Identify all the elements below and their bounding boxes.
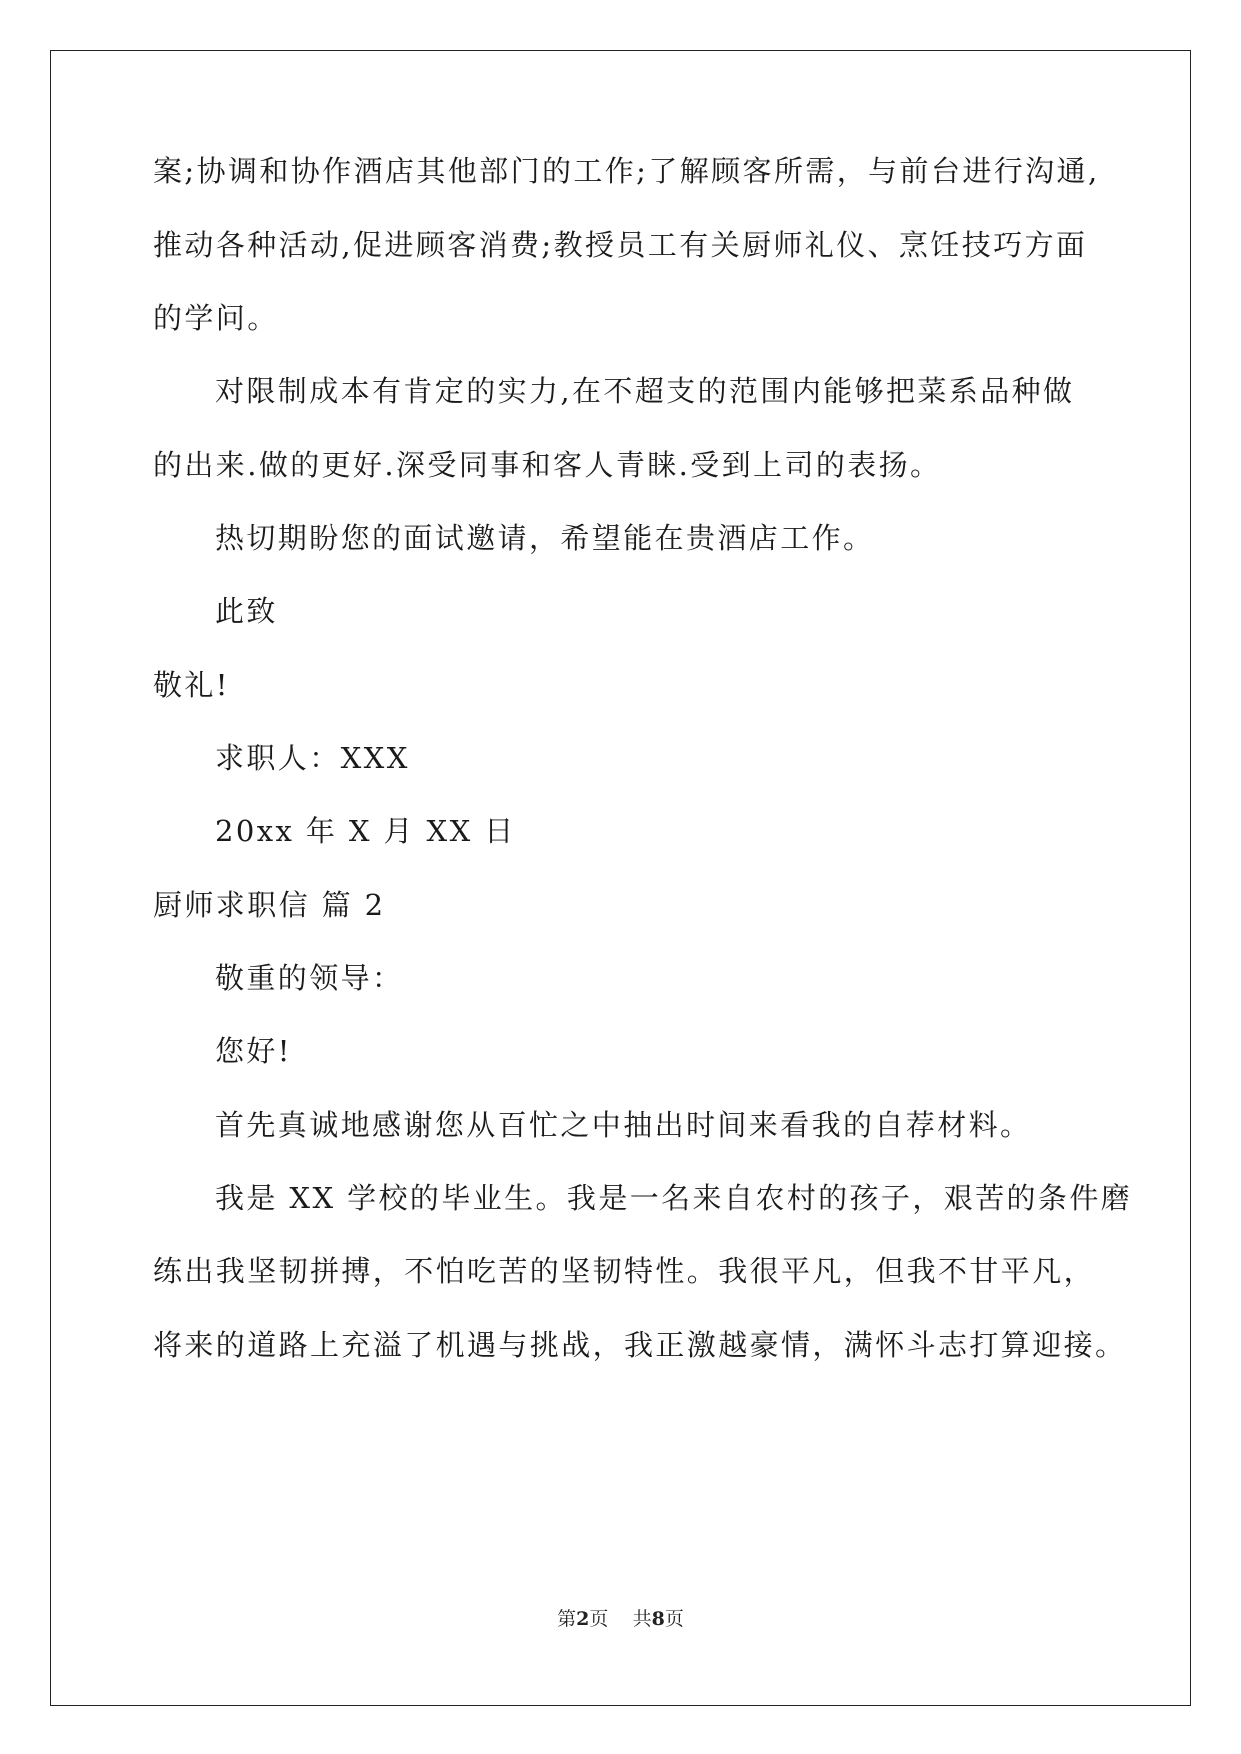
page-footer — [0, 1607, 1241, 1631]
section-heading: 厨师求职信 篇 2 — [153, 888, 386, 922]
body-line: 练出我坚韧拼搏，不怕吃苦的坚韧特性。我很平凡，但我不甘平凡， — [153, 1254, 1096, 1288]
footer-total-pages: 8 — [651, 1608, 665, 1630]
footer-total-suffix: 页 — [664, 1608, 684, 1630]
letter-date: 20xx 年 X 月 XX 日 — [215, 814, 516, 848]
body-line: 热切期盼您的面试邀请，希望能在贵酒店工作。 — [215, 521, 875, 555]
body-line: 推动各种活动,促进顾客消费;教授员工有关厨师礼仪、烹饪技巧方面 — [153, 228, 1088, 262]
body-line: 首先真诚地感谢您从百忙之中抽出时间来看我的自荐材料。 — [215, 1108, 1032, 1142]
footer-page-number: 2 — [576, 1608, 590, 1630]
closing-salutation: 此致 — [215, 594, 278, 628]
letter-hello: 您好! — [215, 1034, 292, 1068]
footer-page-suffix: 页 — [589, 1608, 609, 1630]
body-line: 案;协调和协作酒店其他部门的工作;了解顾客所需，与前台进行沟通, — [153, 154, 1100, 188]
body-line: 的学问。 — [153, 301, 279, 335]
body-line: 将来的道路上充溢了机遇与挑战，我正激越豪情，满怀斗志打算迎接。 — [153, 1328, 1127, 1362]
closing-regards: 敬礼! — [153, 668, 230, 702]
letter-greeting: 敬重的领导： — [215, 961, 404, 995]
body-line: 对限制成本有肯定的实力,在不超支的范围内能够把菜系品种做 — [215, 374, 1075, 408]
body-line: 的出来.做的更好.深受同事和客人青睐.受到上司的表扬。 — [153, 448, 942, 482]
body-line: 我是 XX 学校的毕业生。我是一名来自农村的孩子，艰苦的条件磨 — [215, 1181, 1133, 1215]
applicant-signature: 求职人：XXX — [215, 741, 410, 775]
footer-page-prefix: 第 — [557, 1608, 577, 1630]
footer-total-prefix: 共 — [632, 1608, 652, 1630]
